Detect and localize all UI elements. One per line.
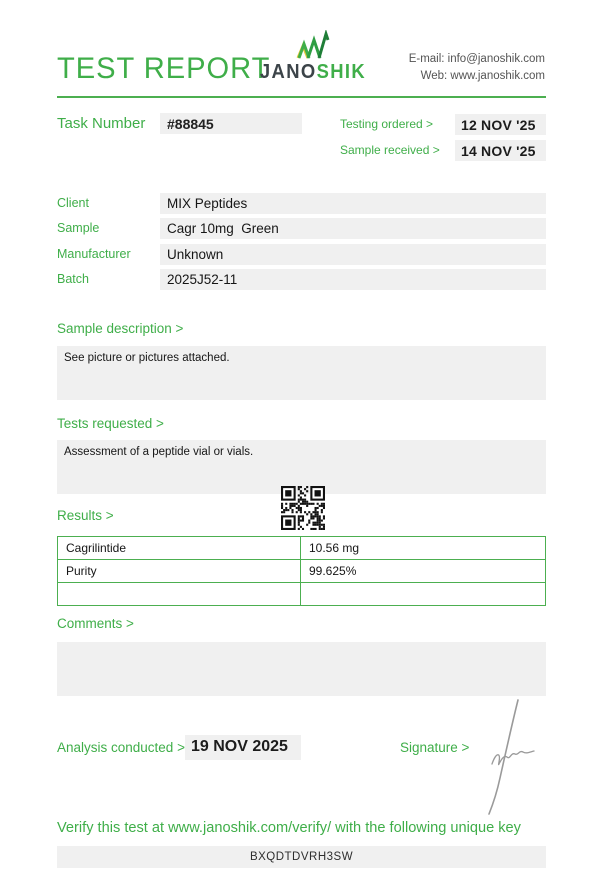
- janoshik-logo: [253, 30, 373, 84]
- task-number-label: Task Number: [57, 115, 146, 132]
- result-value-cell: 99.625%: [309, 564, 357, 578]
- logo-shik: SHIK: [316, 61, 367, 83]
- analysis-conducted-label: Analysis conducted >: [57, 740, 185, 755]
- sample-value: Cagr 10mg Green: [167, 221, 279, 236]
- signature-label: Signature >: [400, 740, 470, 755]
- result-name-cell: Cagrilintide: [58, 537, 301, 559]
- results-table: [57, 536, 546, 606]
- verify-text: Verify this test at www.janoshik.com/verify/ with the following unique key: [57, 820, 521, 836]
- testing-ordered-date: 12 NOV '25: [461, 117, 536, 133]
- client-field: [160, 193, 546, 214]
- sample-description-box: [57, 346, 546, 400]
- tests-requested-label: Tests requested >: [57, 416, 164, 431]
- result-value-cell: 10.56 mg: [309, 541, 360, 555]
- client-value: MIX Peptides: [167, 196, 248, 211]
- sample-field: [160, 218, 546, 239]
- batch-value: 2025J52-11: [167, 272, 238, 287]
- analysis-date-field: [185, 735, 301, 760]
- result-name-cell: [58, 583, 301, 605]
- qr-code: [281, 486, 325, 530]
- result-value-cell: [301, 583, 545, 605]
- header-divider: [57, 96, 546, 98]
- logo-wordmark: [258, 61, 368, 84]
- contact-block: [409, 51, 545, 85]
- logo-jano: JANO: [259, 61, 317, 83]
- growth-chart-icon: [284, 30, 342, 60]
- sample-description-label: Sample description >: [57, 321, 184, 336]
- client-label: Client: [57, 196, 89, 210]
- comments-label: Comments >: [57, 616, 134, 631]
- sample-received-date: 14 NOV '25: [461, 143, 536, 159]
- unique-key-value: BXQDTDVRH3SW: [249, 851, 354, 863]
- manufacturer-label: Manufacturer: [57, 247, 131, 261]
- sample-received-field: [455, 140, 546, 161]
- sample-label: Sample: [57, 221, 100, 235]
- comments-box: [57, 642, 546, 696]
- page-title: TEST REPORT: [57, 52, 271, 85]
- table-row: [58, 582, 545, 605]
- unique-key-field: [57, 846, 546, 868]
- task-number-value: #88845: [167, 116, 214, 132]
- testing-ordered-label: Testing ordered >: [340, 117, 434, 131]
- manufacturer-value: Unknown: [167, 247, 224, 262]
- comments-text: [57, 642, 546, 648]
- batch-label: Batch: [57, 272, 89, 286]
- manufacturer-field: [160, 244, 546, 265]
- task-number-field: [160, 113, 302, 134]
- table-row: [58, 559, 545, 582]
- testing-ordered-field: [455, 114, 546, 135]
- batch-field: [160, 269, 546, 290]
- contact-web: Web: www.janoshik.com: [420, 70, 545, 82]
- results-label: Results >: [57, 508, 114, 523]
- result-name-cell: Purity: [58, 560, 301, 582]
- signature-image: [476, 698, 538, 821]
- tests-requested-text: Assessment of a peptide vial or vials.: [64, 446, 254, 458]
- contact-email: E-mail: info@janoshik.com: [408, 53, 545, 65]
- sample-received-label: Sample received >: [340, 143, 440, 157]
- sample-description-text: See picture or pictures attached.: [64, 352, 230, 364]
- analysis-date-value: 19 NOV 2025: [191, 738, 288, 755]
- table-row: [58, 537, 545, 559]
